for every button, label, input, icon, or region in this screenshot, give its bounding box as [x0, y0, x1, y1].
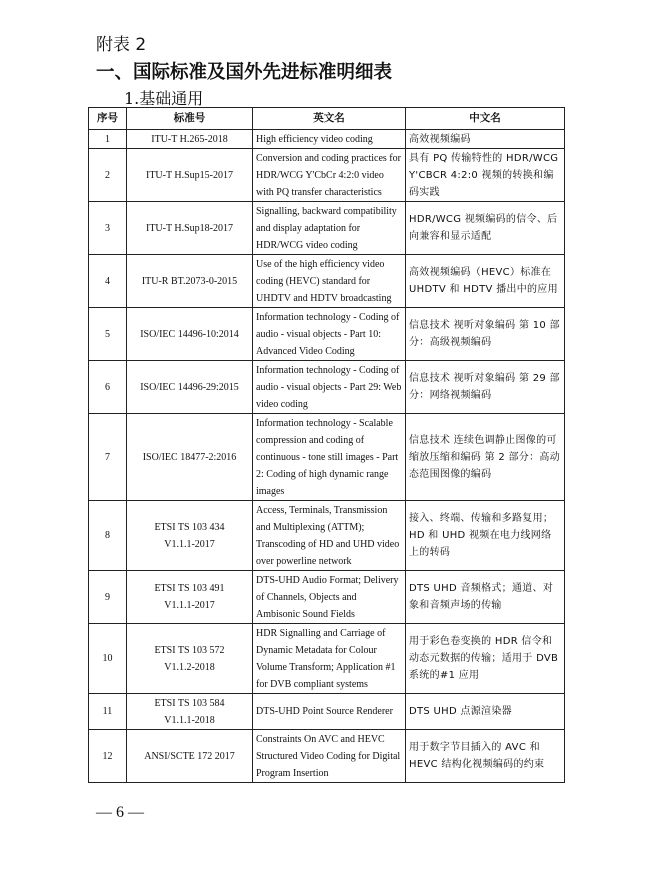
standard-code: [127, 730, 253, 783]
standard-code-line: ISO/IEC 14496-29:2015: [140, 381, 239, 393]
row-number: 8: [89, 501, 127, 571]
header-no: 序号: [89, 108, 127, 130]
table-row: [89, 202, 565, 255]
table-row: [89, 571, 565, 624]
table-row: [89, 255, 565, 308]
english-name: Constraints On AVC and HEVC Structured Video Coding for Digital Program Insertion: [253, 730, 406, 783]
table-row: [89, 361, 565, 414]
row-number: 9: [89, 571, 127, 624]
standard-code-line: ETSI TS 103 584: [154, 697, 225, 709]
chinese-name: 接入、终端、传输和多路复用；HD 和 UHD 视频在电力线网络上的转码: [406, 501, 565, 571]
table-body: [89, 130, 565, 783]
page-number: — 6 —: [96, 804, 144, 821]
chinese-name: 高效视频编码（HEVC）标准在 UHDTV 和 HDTV 播出中的应用: [406, 255, 565, 308]
section-title: 一、国际标准及国外先进标准明细表: [96, 62, 393, 83]
english-name: Information technology - Coding of audio - visual objects - Part 10: Advanced Video Coding: [253, 308, 406, 361]
chinese-name: DTS UHD 点源渲染器: [406, 694, 565, 730]
standard-code-line: ANSI/SCTE 172 2017: [144, 750, 235, 762]
row-number: 7: [89, 414, 127, 501]
standard-code: [127, 130, 253, 149]
header-chinese-name: 中文名: [406, 108, 565, 130]
english-name: Information technology - Scalable compression and coding of continuous - tone still images - Part 2: Coding of high dynamic range images: [253, 414, 406, 501]
row-number: 2: [89, 149, 127, 202]
chinese-name: DTS UHD 音频格式；通道、对象和音频声场的传输: [406, 571, 565, 624]
standard-code: [127, 571, 253, 624]
english-name: Conversion and coding practices for HDR/WCG Y'CbCr 4:2:0 video with PQ transfer characteristics: [253, 149, 406, 202]
standard-code-line: ETSI TS 103 491: [154, 583, 225, 594]
chinese-name: 信息技术 连续色调静止图像的可缩放压缩和编码 第 2 部分：高动态范围图像的编码: [406, 414, 565, 501]
annex-title: 附表 2: [96, 35, 147, 55]
sub-title: 1.基础通用: [124, 89, 204, 108]
standard-code-line: V1.1.1-2017: [164, 600, 215, 611]
standard-code-line: ITU-T H.265-2018: [151, 133, 228, 145]
row-number: 11: [89, 694, 127, 730]
chinese-name: HDR/WCG 视频编码的信令、后向兼容和显示适配: [406, 202, 565, 255]
table-row: [89, 624, 565, 694]
table-row: [89, 308, 565, 361]
standard-code: [127, 149, 253, 202]
english-name: HDR Signalling and Carriage of Dynamic Metadata for Colour Volume Transform; Application #1 for DVB compliant systems: [253, 624, 406, 694]
chinese-name: 信息技术 视听对象编码 第 29 部分：网络视频编码: [406, 361, 565, 414]
english-name: Signalling, backward compatibility and display adaptation for HDR/WCG video coding: [253, 202, 406, 255]
standard-code-line: ISO/IEC 14496-10:2014: [140, 328, 239, 340]
table-row: [89, 501, 565, 571]
row-number: 5: [89, 308, 127, 361]
row-number: 1: [89, 130, 127, 149]
header-code: 标准号: [127, 108, 253, 130]
table-row: [89, 130, 565, 149]
english-name: Access, Terminals, Transmission and Multiplexing (ATTM); Transcoding of HD and UHD video over powerline network: [253, 501, 406, 571]
english-name: DTS-UHD Point Source Renderer: [253, 694, 406, 730]
chinese-name: 高效视频编码: [406, 130, 565, 149]
standard-code-line: V1.1.2-2018: [164, 661, 215, 673]
standard-code: [127, 361, 253, 414]
standard-code: [127, 255, 253, 308]
table-row: [89, 149, 565, 202]
table-row: [89, 694, 565, 730]
standard-code-line: ETSI TS 103 572: [154, 644, 225, 656]
standard-code-line: ETSI TS 103 434: [154, 521, 225, 533]
standard-code: [127, 202, 253, 255]
english-name: High efficiency video coding: [253, 130, 406, 149]
standards-table: [88, 107, 565, 783]
standard-code: [127, 624, 253, 694]
standard-code-line: ITU-R BT.2073-0-2015: [141, 275, 238, 287]
standard-code: [127, 308, 253, 361]
header-english-name: 英文名: [253, 108, 406, 130]
table-row: [89, 730, 565, 783]
standard-code-line: V1.1.1-2018: [164, 714, 215, 726]
row-number: 6: [89, 361, 127, 414]
standard-code: [127, 414, 253, 501]
english-name: DTS-UHD Audio Format; Delivery of Channels, Objects and Ambisonic Sound Fields: [253, 571, 406, 624]
standard-code-line: ISO/IEC 18477-2:2016: [142, 451, 237, 463]
row-number: 12: [89, 730, 127, 783]
standard-code: [127, 694, 253, 730]
row-number: 10: [89, 624, 127, 694]
table-row: [89, 414, 565, 501]
chinese-name: 用于数字节目插入的 AVC 和 HEVC 结构化视频编码的约束: [406, 730, 565, 783]
standard-code-line: V1.1.1-2017: [164, 538, 215, 550]
chinese-name: 信息技术 视听对象编码 第 10 部分：高级视频编码: [406, 308, 565, 361]
table-header-row: [89, 108, 565, 130]
standard-code-line: ITU-T H.Sup15-2017: [145, 169, 234, 181]
english-name: Use of the high efficiency video coding (HEVC) standard for UHDTV and HDTV broadcasting: [253, 255, 406, 308]
english-name: Information technology - Coding of audio - visual objects - Part 29: Web video coding: [253, 361, 406, 414]
row-number: 3: [89, 202, 127, 255]
row-number: 4: [89, 255, 127, 308]
standard-code-line: ITU-T H.Sup18-2017: [145, 222, 234, 234]
chinese-name: 用于彩色卷变换的 HDR 信令和动态元数据的传输；适用于 DVB 系统的#1 应用: [406, 624, 565, 694]
chinese-name: 具有 PQ 传输特性的 HDR/WCG Y'CBCR 4:2:0 视频的转换和编码实践: [406, 149, 565, 202]
standard-code: [127, 501, 253, 571]
